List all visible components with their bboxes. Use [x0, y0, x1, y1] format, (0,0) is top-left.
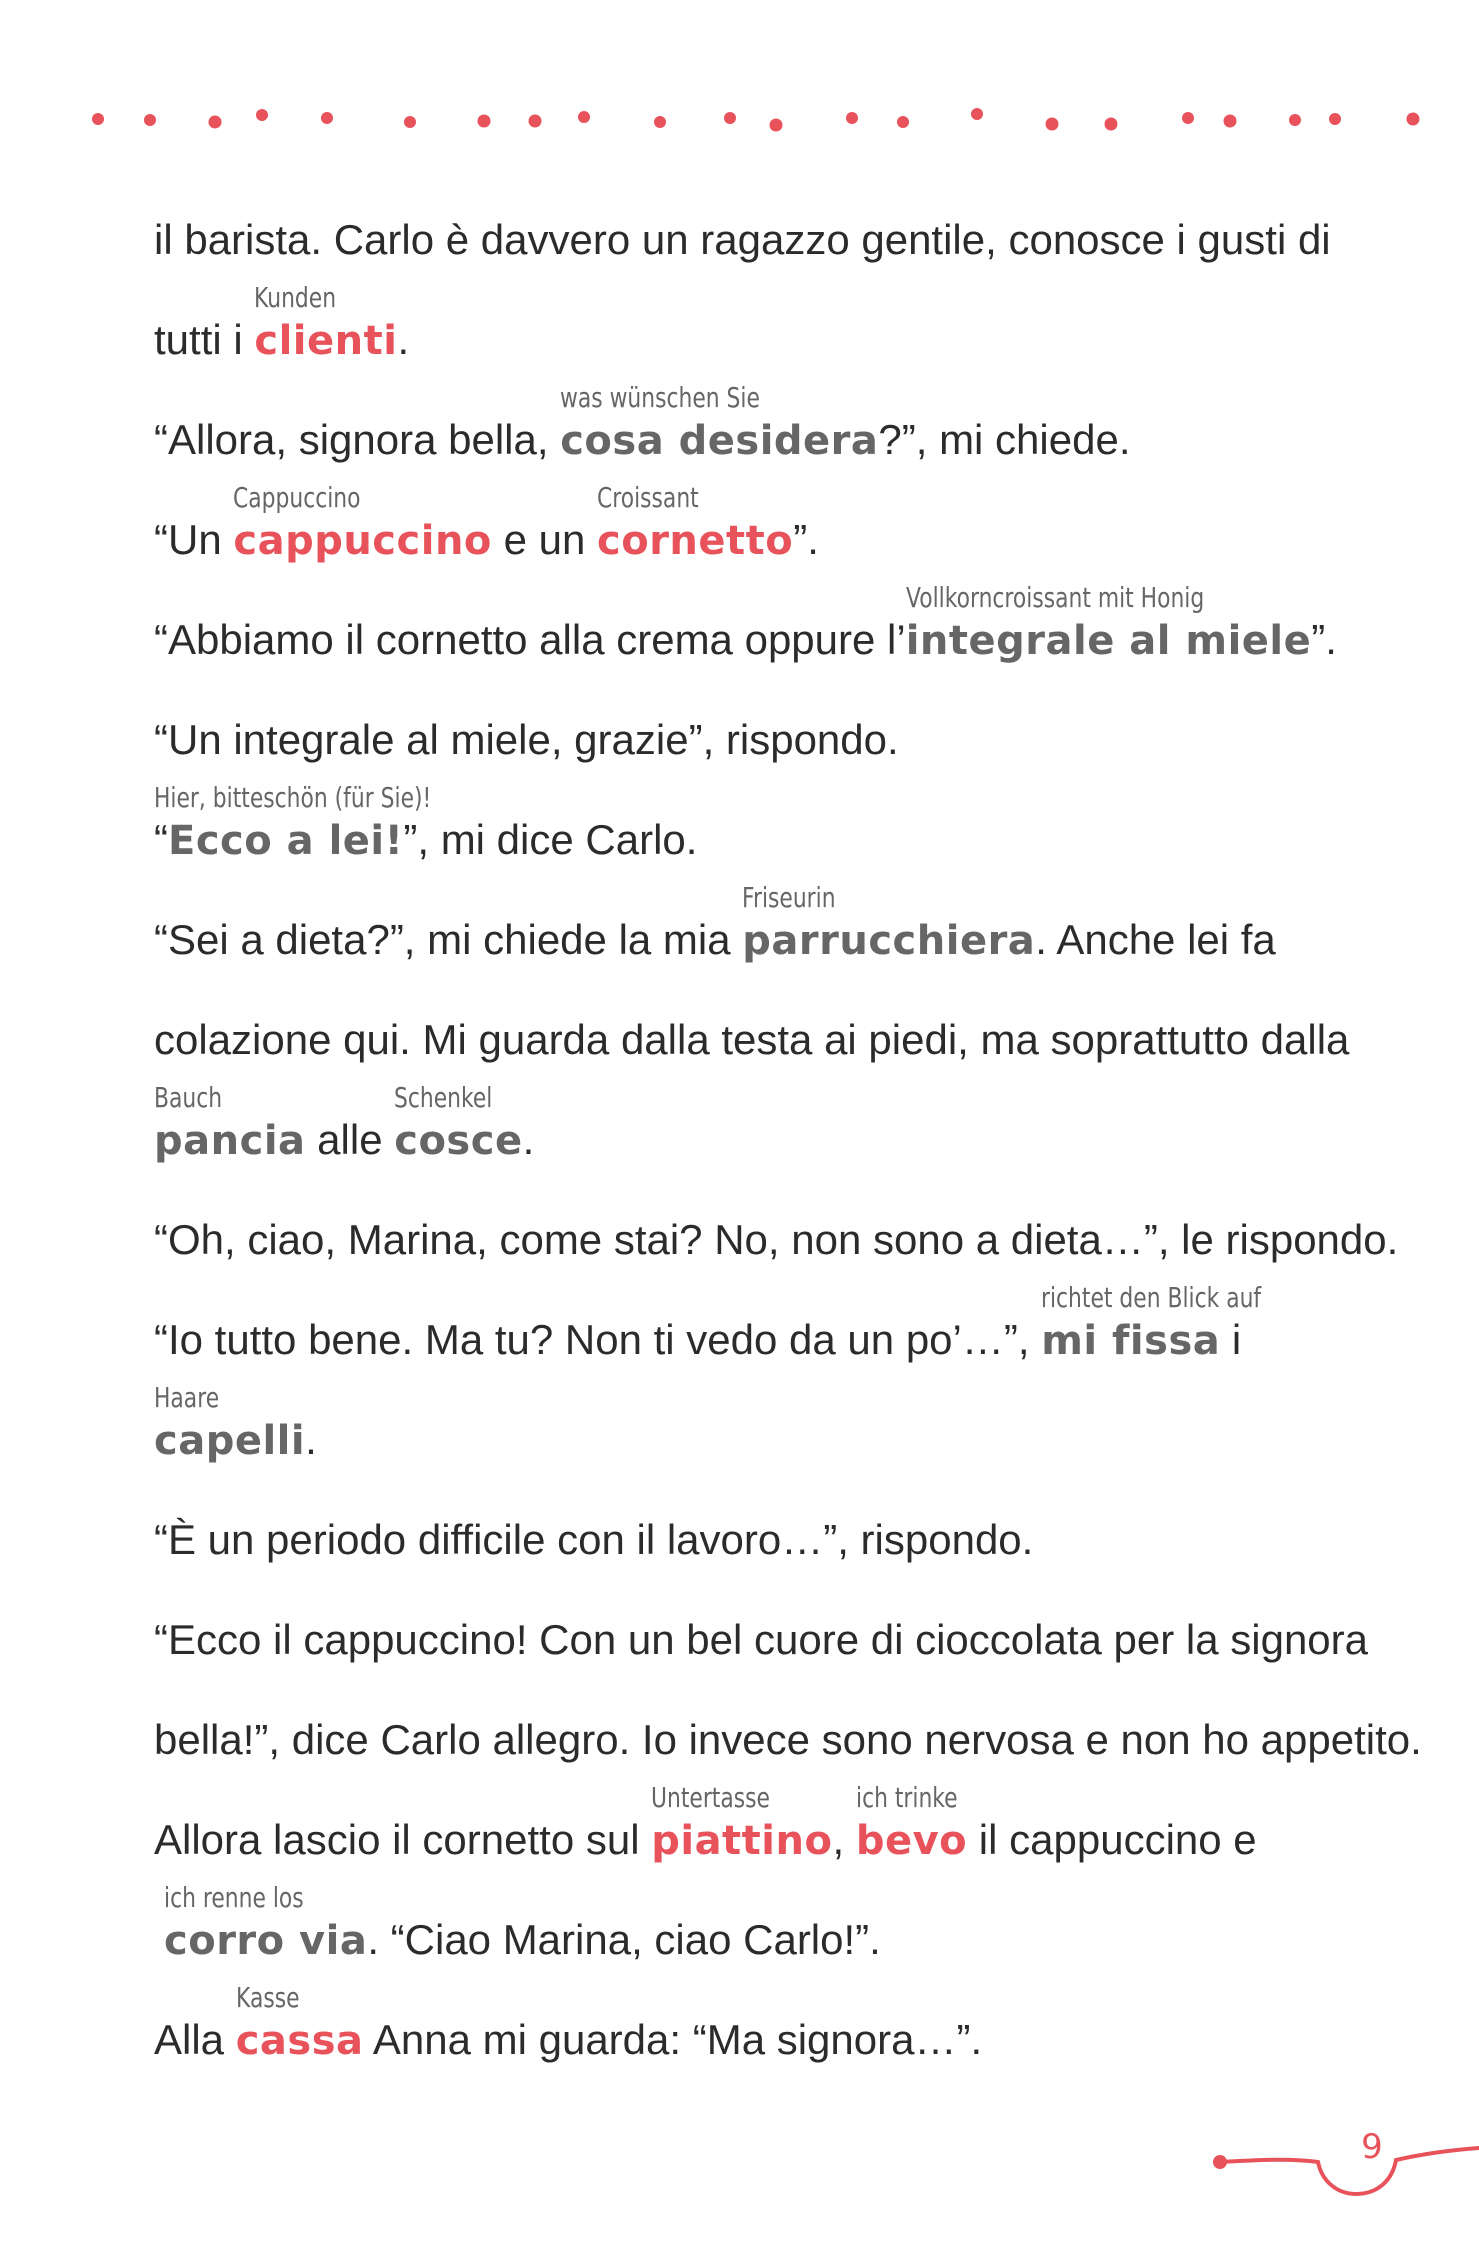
text-line [154, 1715, 1422, 1765]
text-line [154, 1215, 1398, 1265]
gloss-translation: was wünschen Sie [560, 381, 761, 414]
text-span: . [305, 1416, 317, 1463]
text-span: e un [491, 516, 597, 563]
text-span: tutti i [154, 316, 255, 363]
vocab-word-text: clienti [254, 318, 398, 364]
text-line [154, 1081, 535, 1166]
text-line [154, 1015, 1349, 1065]
vocab-word [905, 581, 1312, 666]
text-span: ”. [793, 516, 819, 563]
text-span: ?”, mi chiede. [878, 416, 1131, 463]
gloss-translation: Cappuccino [233, 481, 361, 514]
vocab-word [651, 1781, 833, 1866]
gloss-translation: ich trinke [855, 1781, 958, 1814]
gloss-translation: Untertasse [651, 1781, 771, 1814]
page-number-ornament [1200, 2120, 1479, 2230]
vocab-word [254, 281, 398, 366]
vocab-word [597, 481, 794, 566]
vocab-word-text: pancia [154, 1118, 306, 1164]
text-span: . “Ciao Marina, ciao Carlo!”. [367, 1916, 881, 1963]
vocab-word [154, 1381, 306, 1466]
text-span: “Un [154, 516, 234, 563]
text-span: . Anche lei fa [1035, 916, 1276, 963]
vocab-word [154, 781, 432, 866]
text-span: “ [154, 816, 168, 863]
text-line [154, 781, 698, 866]
vocab-word-text: cornetto [597, 518, 794, 564]
gloss-translation: Vollkorncroissant mit Honig [905, 581, 1204, 614]
vocab-word-text: piattino [651, 1818, 833, 1864]
vocab-word [235, 1981, 364, 2066]
vocab-word-text: bevo [855, 1818, 968, 1864]
vocab-word-text: cassa [235, 2018, 364, 2064]
gloss-translation: Hier, bitteschön (für Sie)! [154, 781, 432, 814]
text-span: colazione qui. Mi guarda dalla testa ai piedi, ma soprattutto dalla [154, 1016, 1350, 1063]
text-span: il cappuccino e [967, 1816, 1257, 1863]
text-line [154, 281, 410, 366]
text-line [154, 1881, 881, 1966]
text-line [154, 1781, 1257, 1866]
text-line [154, 381, 1131, 466]
gloss-translation: Haare [154, 1381, 220, 1414]
text-span: “È un periodo difficile con il lavoro…”, rispondo. [154, 1516, 1034, 1563]
decorative-dot-border [0, 0, 1479, 160]
text-span: . [522, 1116, 535, 1163]
text-line [154, 881, 1276, 966]
vocab-word-text: mi fissa [1041, 1318, 1221, 1364]
text-line [154, 715, 899, 765]
page-number: 9 [1361, 2127, 1383, 2167]
vocab-word-text: cosa desidera [560, 418, 879, 464]
text-line [154, 1515, 1033, 1565]
gloss-translation: richtet den Blick auf [1041, 1281, 1262, 1314]
text-span: . [397, 316, 410, 363]
text-span: il barista. Carlo è davvero un ragazzo gentile, conosce i gusti di [154, 216, 1331, 263]
vocab-word [742, 881, 1036, 966]
vocab-word-text: cosce [394, 1118, 523, 1164]
text-span: , [832, 1816, 856, 1863]
gloss-translation: Friseurin [742, 881, 836, 914]
vocab-word [855, 1781, 968, 1866]
gloss-translation: ich renne los [164, 1881, 304, 1914]
vocab-word [233, 481, 492, 566]
text-line [154, 1381, 317, 1466]
text-line [154, 581, 1337, 666]
text-line [154, 215, 1331, 265]
text-span: Anna mi guarda: “Ma signora…”. [363, 2016, 983, 2063]
text-span: “Allora, signora bella, [154, 416, 561, 463]
text-span: “Sei a dieta?”, mi chiede la mia [154, 916, 743, 963]
gloss-translation: Kunden [254, 281, 337, 314]
text-line [154, 481, 819, 566]
text-span: Alla [154, 2016, 236, 2063]
vocab-word-text: cappuccino [233, 518, 492, 564]
vocab-word-text: integrale al miele [905, 618, 1312, 664]
text-span: ”, mi dice Carlo. [403, 816, 698, 863]
vocab-word [164, 1881, 368, 1966]
vocab-word [154, 1081, 306, 1166]
text-span: “Oh, ciao, Marina, come stai? No, non sono a dieta…”, le rispondo. [154, 1216, 1399, 1263]
text-span: “Ecco il cappuccino! Con un bel cuore di cioccolata per la signora [154, 1616, 1369, 1663]
text-span: Allora lascio il cornetto sul [154, 1816, 652, 1863]
text-span: ”. [1311, 616, 1337, 663]
text-line [154, 1615, 1368, 1665]
gloss-translation: Bauch [154, 1081, 223, 1114]
vocab-word-text: parrucchiera [742, 918, 1036, 964]
vocab-word [560, 381, 879, 466]
vocab-word-text: Ecco a lei! [168, 818, 404, 864]
gloss-translation: Kasse [235, 1981, 300, 2014]
text-span: alle [305, 1116, 395, 1163]
text-span: “Abbiamo il cornetto alla crema oppure l’ [154, 616, 906, 663]
text-span: “Io tutto bene. Ma tu? Non ti vedo da un po’…”, [154, 1316, 1042, 1363]
gloss-translation: Croissant [597, 481, 699, 514]
text-line [154, 1981, 983, 2066]
text-line [154, 1281, 1262, 1366]
vocab-word-text: corro via [164, 1918, 368, 1964]
vocab-word-text: capelli [154, 1418, 306, 1464]
vocab-word [394, 1081, 523, 1166]
gloss-translation: Schenkel [394, 1081, 493, 1114]
text-span: “Un integrale al miele, grazie”, rispondo. [154, 716, 899, 763]
text-span: i [1220, 1316, 1242, 1363]
vocab-word [1041, 1281, 1262, 1366]
text-span: bella!”, dice Carlo allegro. Io invece sono nervosa e non ho appetito. [154, 1716, 1422, 1763]
